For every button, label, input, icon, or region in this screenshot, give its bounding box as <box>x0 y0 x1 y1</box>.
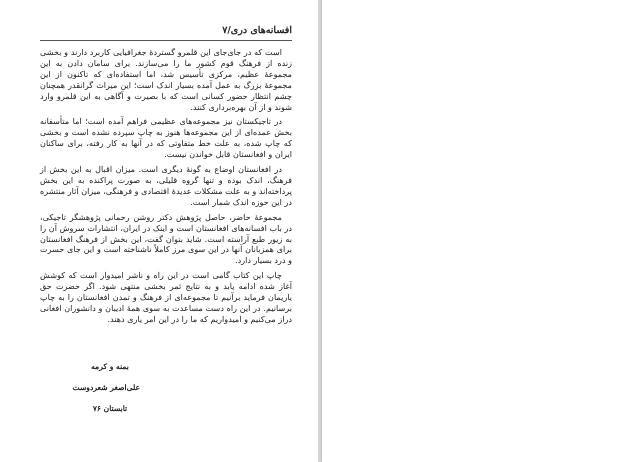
signature-author: علی‌اصغر شعردوست <box>72 383 140 392</box>
paragraph: در افغانستان اوضاع به گونۀ دیگری است. میزان اقبال به این بخش از فرهنگ، اندک بوده و تنها گروه قلیلی، به صورت پراکنده به این بخش پرداخته‌اند و به علت مشکلات عدیدۀ اقتصادی و فرهنگی، میزان آثار منتشره در این حوزه اندک شمار است. <box>40 164 292 207</box>
left-page <box>0 0 318 462</box>
paragraph: مجموعۀ حاضر، حاصل پژوهش دکتر روشن رحمانی پژوهشگر تاجیکی، در باب افسانه‌های افغانستان است و اینک در ایران، انتشارات سروش آن را به زیور طبع آراسته است. شاید بتوان گفت، این بخش از فرهنگ افغانستان برای همزبانان آنها در این سوی مرز کاملاً ناشناخته است و این جای حسرت و درد بسیار دارد. <box>40 211 292 266</box>
paragraph: چاپ این کتاب گامی است در این راه و ناشر امیدوار است که کوشش آغاز شده ادامه یابد و به نتایج ثمر بخشی منتهی شود. اگر حضرت حق یاریمان فرماید برآنیم تا مجموعه‌ای از فرهنگ و تمدن افغانستان را به چاپ برسانیم. در این راه دست مساعدت به سوی همۀ ادیبان و دانشوران افغانی دراز می‌کنیم و امیدواریم که ما را در این امر یاری دهند. <box>40 270 292 324</box>
right-page-blank <box>322 0 640 462</box>
paragraph: در تاجیکستان نیز مجموعه‌های عظیمی فراهم آمده است؛ اما متأسفانه بخش عمده‌ای از این مجموعه‌ها هنوز به چاپ سپرده نشده است و بخشی که چاپ شده، به علت خط متفاوتی که در آنها به کار رفته، برای ساکنان ایران و افغانستان قابل خواندن نیست. <box>40 116 292 160</box>
paragraph: است که در جای‌جای این قلمرو گستردۀ جغرافیایی کاربرد دارند و بخشی زنده از فرهنگ قوم کشور ما را می‌سازند. برای سامان دادن به این مجموعۀ عظیم، مرکزی تأسیس شد، اما استفاده‌ای که تاکنون از این مجموعۀ بزرگ به عمل آمده بسیار اندک است؛ این میراث گرانقدر همچنان چشم انتظار حضور کسانی است که با بصیرت و آگاهی به این قلمرو وارد شوند و از آن بهره‌برداری کنند. <box>40 47 292 112</box>
signature-line: بمنه و کرمه <box>91 362 129 371</box>
header-rule <box>40 40 292 41</box>
body-text <box>40 47 292 329</box>
signature-date: تابستان ۷۶ <box>92 404 128 413</box>
header-title: افسانه‌های دری/۷ <box>222 25 292 36</box>
signature-block <box>72 356 140 419</box>
running-header <box>40 25 292 41</box>
